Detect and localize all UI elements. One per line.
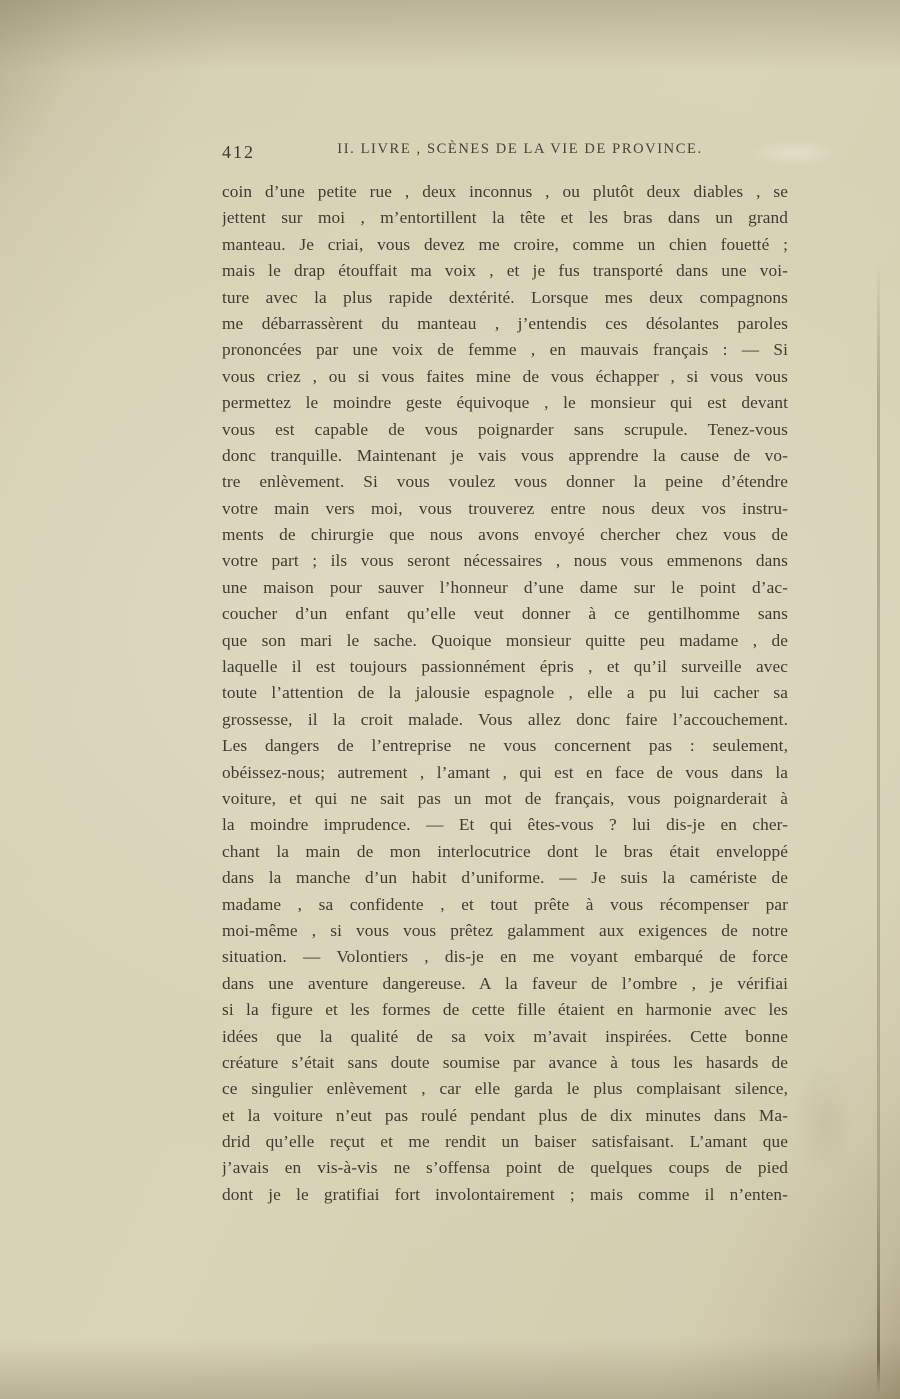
text-line: jettent sur moi , m’entortillent la tête et les bras dans un grand	[222, 208, 788, 228]
text-line: ce singulier enlèvement , car elle garda le plus complaisant silence,	[222, 1079, 788, 1099]
text-line: que son mari le sache. Quoique monsieur quitte peu madame , de	[222, 630, 788, 650]
text-line: j’avais en vis-à-vis ne s’offensa point de quelques coups de pied	[222, 1158, 788, 1178]
text-line: dans la manche d’un habit d’uniforme. — Je suis la camériste de	[222, 868, 788, 888]
text-line: vous criez , ou si vous faites mine de vous échapper , si vous vous	[222, 366, 788, 386]
scan-shadow-top	[0, 0, 900, 70]
text-line: votre part ; ils vous seront nécessaires , nous vous emmenons dans	[222, 551, 788, 571]
scan-shadow-bottom	[0, 1339, 900, 1399]
body-text	[222, 179, 788, 1208]
text-line: mais le drap étouffait ma voix , et je fus transporté dans une voi-	[222, 261, 788, 281]
text-line: laquelle il est toujours passionnément épris , et qu’il surveille avec	[222, 657, 788, 677]
running-title: II. LIVRE , SCÈNES DE LA VIE DE PROVINCE.	[337, 141, 703, 157]
text-line: et la voiture n’eut pas roulé pendant plus de dix minutes dans Ma-	[222, 1105, 788, 1125]
text-line: ture avec la plus rapide dextérité. Lorsque mes deux compagnons	[222, 287, 788, 307]
text-line: ments de chirurgie que nous avons envoyé chercher chez vous de	[222, 525, 788, 545]
text-line: me débarrassèrent du manteau , j’entendis ces désolantes paroles	[222, 313, 788, 333]
text-line: créature s’était sans doute soumise par avance à tous les hasards de	[222, 1052, 788, 1072]
text-line: Les dangers de l’entreprise ne vous concernent pas : seulement,	[222, 736, 788, 756]
text-line: drid qu’elle reçut et me rendit un baiser satisfaisant. L’amant que	[222, 1132, 788, 1152]
text-line: moi-même , si vous vous prêtez galamment aux exigences de notre	[222, 920, 788, 940]
text-line: idées que la qualité de sa voix m’avait inspirées. Cette bonne	[222, 1026, 788, 1046]
text-line: toute l’attention de la jalousie espagnole , elle a pu lui cacher sa	[222, 683, 788, 703]
text-line: la moindre imprudence. — Et qui êtes-vous ? lui dis-je en cher-	[222, 815, 788, 835]
text-line: coucher d’un enfant qu’elle veut donner à ce gentilhomme sans	[222, 604, 788, 624]
text-line: votre main vers moi, vous trouverez entre nous deux vos instru-	[222, 498, 788, 518]
text-line: madame , sa confidente , et tout prête à vous récompenser par	[222, 894, 788, 914]
page-edge-line	[877, 260, 880, 1393]
page-content	[222, 141, 788, 1208]
text-line: coin d’une petite rue , deux inconnus , ou plutôt deux diables , se	[222, 182, 788, 201]
text-line: donc tranquille. Maintenant je vais vous apprendre la cause de vo-	[222, 445, 788, 465]
text-line: permettez le moindre geste équivoque , le monsieur qui est devant	[222, 393, 788, 413]
scan-smudge	[794, 1060, 854, 1180]
text-line: obéissez-nous; autrement , l’amant , qui est en face de vous dans la	[222, 762, 788, 782]
text-line: situation. — Volontiers , dis-je en me voyant embarqué de force	[222, 947, 788, 967]
text-line: si la figure et les formes de cette fille étaient en harmonie avec les	[222, 1000, 788, 1020]
text-line: une maison pour sauver l’honneur d’une dame sur le point d’ac-	[222, 577, 788, 597]
text-line: grossesse, il la croit malade. Vous allez donc faire l’accouchement.	[222, 709, 788, 729]
text-line: prononcées par une voix de femme , en mauvais français : — Si	[222, 340, 788, 360]
text-line: manteau. Je criai, vous devez me croire, comme un chien fouetté ;	[222, 234, 788, 254]
text-line: dont je le gratifiai fort involontairement ; mais comme il n’enten-	[222, 1184, 788, 1204]
text-line: vous est capable de vous poignarder sans scrupule. Tenez-vous	[222, 419, 788, 439]
page-number: 412	[222, 142, 255, 162]
page-header	[222, 141, 788, 169]
text-line: dans une aventure dangereuse. A la faveur de l’ombre , je vérifiai	[222, 973, 788, 993]
text-line: voiture, et qui ne sait pas un mot de français, vous poignarderait à	[222, 788, 788, 808]
text-line: chant la main de mon interlocutrice dont le bras était enveloppé	[222, 841, 788, 861]
text-line: tre enlèvement. Si vous voulez vous donner la peine d’étendre	[222, 472, 788, 492]
